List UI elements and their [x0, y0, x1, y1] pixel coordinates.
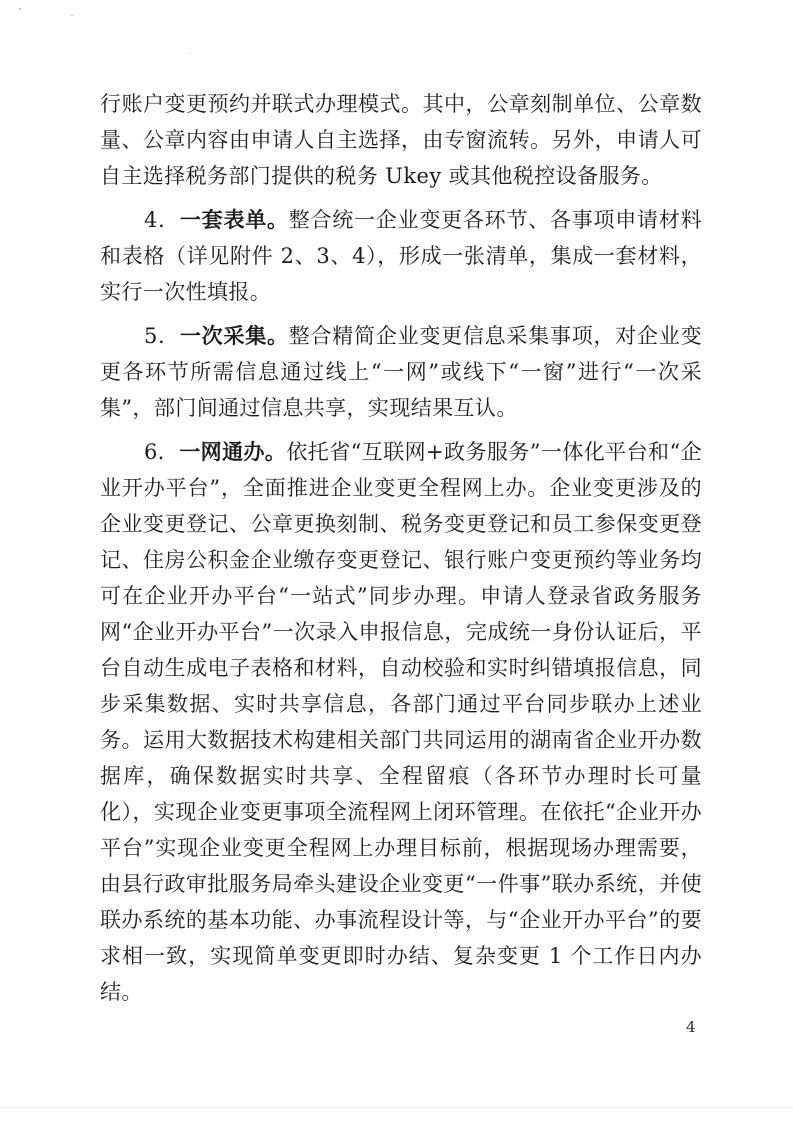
paper-edge-line	[0, 1107, 793, 1108]
scan-speck	[71, 15, 73, 16]
scan-speck	[189, 53, 190, 54]
paragraph	[100, 86, 702, 194]
heading-run: 一网通办。	[179, 439, 287, 464]
heading-run: 一次采集。	[179, 323, 289, 348]
text-run: 6．	[144, 440, 180, 464]
text-run: 整合统一企业变更各环节、各事项申请材料和表格（详见附件 2、3、4），形成一张清单，集成一套材料，实行一次性填报。	[100, 208, 702, 304]
heading-run: 一套表单。	[179, 207, 289, 232]
text-run: 依托省“互联网+政务服务”一体化平台和“企业开办平台”，全面推进企业变更全程网上办。企业变更涉及的企业变更登记、公章更换刻制、税务变更登记和员工参保变更登记、住房公积金企业缴存变更登记、银行账户变更预约等业务均可在企业开办平台“一站式”同步办理。申请人登录省政务服务网“企业开办平台”一次录入申报信息，完成统一身份认证后，平台自动生成电子表格和材料，自动校验和实时纠错填报信息，同步采集数据、实时共享信息，各部门通过平台同步联办上述业务。运用大数据技术构建相关部门共同运用的湖南省企业开办数据库，确保数据实时共享、全程留痕（各环节办理时长可量化），实现企业变更事项全流程网上闭环管理。在依托“企业开办平台”实现企业变更全程网上办理目标前，根据现场办理需要，由县行政审批服务局牵头建设企业变更“一件事”联办系统，并使联办系统的基本功能、办事流程设计等，与“企业开办平台”的要求相一致，实现简单变更即时办结、复杂变更 1 个工作日内办结。	[100, 440, 703, 1004]
page-number: 4	[686, 1018, 696, 1036]
text-run: 4．	[144, 208, 180, 232]
paragraph	[100, 434, 702, 1010]
text-run: 行账户变更预约并联式办理模式。其中，公章刻制单位、公章数量、公章内容由申请人自主选择，由专窗流转。另外，申请人可自主选择税务部门提供的税务 Ukey 或其他税控设备服务。	[100, 92, 702, 188]
paragraph	[100, 318, 702, 426]
scan-speck	[19, 8, 21, 10]
document-body	[100, 86, 702, 1010]
paragraph	[100, 202, 702, 310]
text-run: 整合精简企业变更信息采集事项，对企业变更各环节所需信息通过线上“一网”或线下“一窗”进行“一次采集”，部门间通过信息共享，实现结果互认。	[100, 324, 702, 420]
text-run: 5．	[144, 324, 180, 348]
